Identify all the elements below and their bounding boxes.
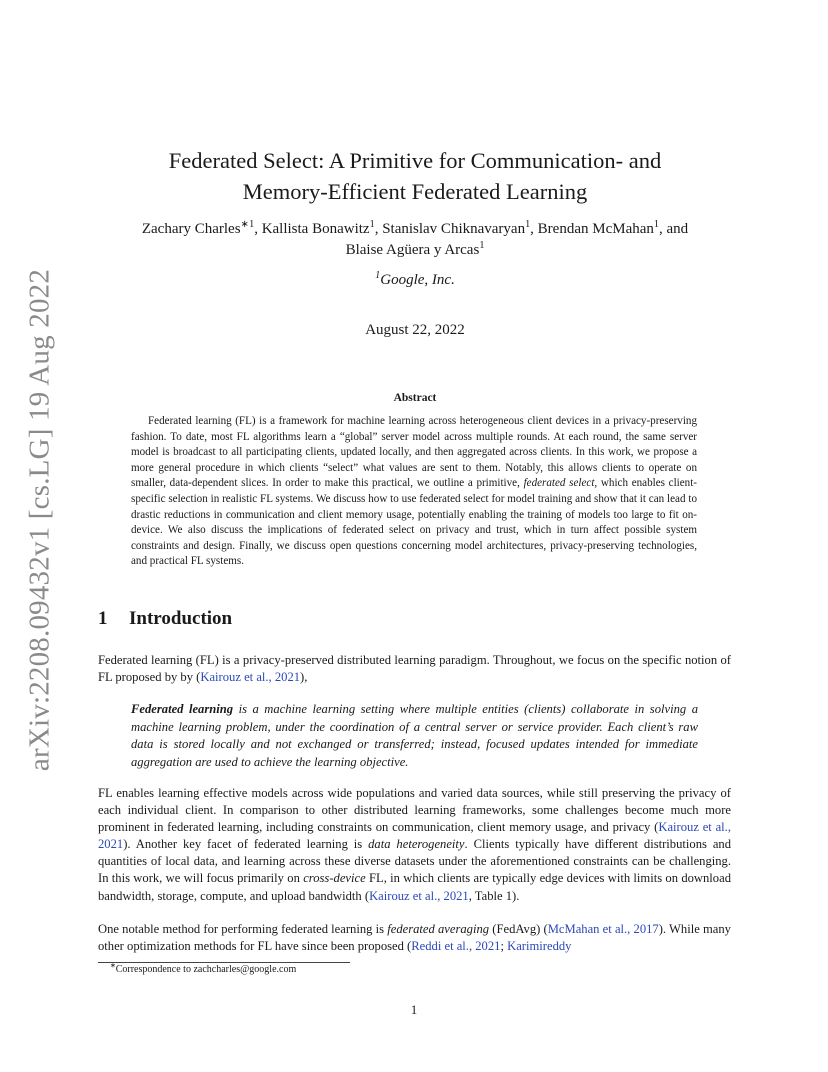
definition-term: Federated learning — [131, 702, 234, 716]
emphasis-text: federated averaging — [387, 922, 490, 936]
page-number: 1 — [410, 1003, 418, 1017]
citation-link[interactable]: Kairouz et al., 2021 — [98, 820, 731, 852]
author-name: Blaise Agüera y Arcas — [345, 242, 480, 258]
citation-link[interactable]: McMahan et al., 2017 — [547, 922, 659, 936]
section-heading — [98, 608, 498, 630]
author-affiliation-mark: 1 — [653, 219, 659, 230]
footnote-divider — [98, 962, 350, 963]
affiliation-mark: 1 — [375, 270, 381, 281]
footnote — [110, 964, 296, 975]
citation-link[interactable]: Kairouz et al., 2021 — [369, 888, 469, 903]
text-run: FL, in which clients are typically edge devices with limits on download bandwidth, storage, compute, and upload bandwidth ( — [98, 871, 731, 903]
text-run: One notable method for performing federated learning is — [98, 922, 388, 936]
footnote-text: Correspondence to zachcharles@google.com — [115, 964, 297, 975]
text-run: . Clients typically have different distributions and quantities of local data, and learning across these diverse datasets under the aforementioned constraints can be challenging. In this work, we will focus primarily on — [98, 837, 731, 886]
intro-paragraph-2 — [98, 785, 731, 905]
author-name: Brendan McMahan — [537, 221, 654, 237]
emphasis-text: cross-device — [303, 871, 366, 886]
fl-definition-quote — [131, 701, 698, 771]
author-affiliation-mark: 1 — [479, 240, 485, 251]
author-name: Kallista Bonawitz — [261, 221, 370, 237]
author-name: Zachary Charles — [141, 221, 241, 237]
author-list — [90, 219, 740, 261]
citation-link[interactable]: Reddi et al., 2021 — [411, 939, 501, 954]
publication-date: August 22, 2022 — [365, 322, 465, 338]
text-run: ). While many other optimization methods for FL have since been proposed ( — [98, 922, 731, 954]
affiliation — [100, 272, 730, 289]
paper-title — [100, 145, 730, 207]
section-number: 1 — [98, 608, 108, 629]
definition-text: is a machine learning setting where multiple entities (clients) collaborate in solving a machine learning problem, under the coordination of a central server or service provider. Each client’s raw data is stored locally and not exchanged or transferred; instead, focused updates intended for immediate aggregation are used to achieve the learning objective. — [131, 702, 698, 769]
text-run: ; — [500, 939, 508, 954]
author-separator: , — [374, 221, 383, 237]
author-affiliation-mark: 1 — [525, 219, 531, 230]
emphasis-text: data heterogeneity — [368, 837, 465, 852]
author-name: Stanislav Chiknavaryan — [382, 221, 526, 237]
abstract-heading: Abstract — [393, 392, 437, 404]
author-separator: , and — [658, 221, 689, 237]
author-affiliation-mark: ∗1 — [240, 219, 255, 230]
arxiv-identifier-text: arXiv:2208.09432v1 [cs.LG] 19 Aug 2022 — [23, 268, 56, 772]
intro-paragraph-1 — [98, 652, 731, 686]
footnote-mark: ∗ — [110, 962, 116, 970]
section-title: Introduction — [129, 608, 233, 629]
text-run: FL enables learning effective models across wide populations and varied data sources, while still preserving the privacy of each individual client. In comparison to other distributed learning frameworks, some challenges become much more prominent in federated learning, including constraints on communication, client memory usage, and privacy ( — [98, 786, 731, 835]
abstract-emphasis: federated select — [523, 477, 595, 490]
affiliation-name: Google, Inc. — [380, 272, 455, 288]
intro-paragraph-3 — [98, 921, 731, 955]
citation-link[interactable]: Karimireddy — [507, 939, 572, 954]
text-run: (FedAvg) ( — [489, 922, 548, 936]
abstract-body: Federated learning (FL) is a framework for machine learning across heterogeneous client devices in a privacy-preserving fashion. To date, most FL algorithms learn a “global” server model across multiple rounds. At each round, the same server model is broadcast to all participating clients, updated locally, and then aggregated across clients. In this work, we propose a more general procedure in which clients “select” what values are sent to them. Notably, this allows clients to operate on smaller, data-dependent slices. In order to make this practical, we outline a primitive, federated select, which enables client-specific selection in realistic FL systems. We discuss how to use federated select for model training and show that it can lead to drastic reductions in communication and client memory usage, potentially enabling the training of models too large to fit on-device. We also discuss the implications of federated select on privacy and trust, which in turn affect possible system constraints and design. Finally, we discuss open questions concerning model architectures, privacy-preserving technologies, and practical FL systems. — [131, 415, 697, 568]
author-affiliation-mark: 1 — [369, 219, 375, 230]
title-line-1: Federated Select: A Primitive for Communication- and — [168, 148, 662, 173]
text-run: ), — [300, 670, 308, 685]
title-line-2: Memory-Efficient Federated Learning — [242, 179, 588, 204]
citation-link[interactable]: Kairouz et al., 2021 — [200, 670, 301, 685]
text-run: , Table 1). — [468, 888, 520, 903]
author-separator: , — [254, 221, 262, 237]
author-separator: , — [530, 221, 538, 237]
text-run: ). Another key facet of federated learning is — [123, 837, 369, 852]
text-run: Federated learning (FL) is a privacy-preserved distributed learning paradigm. Throughout, we focus on the specific notion of FL proposed by by ( — [98, 653, 731, 685]
